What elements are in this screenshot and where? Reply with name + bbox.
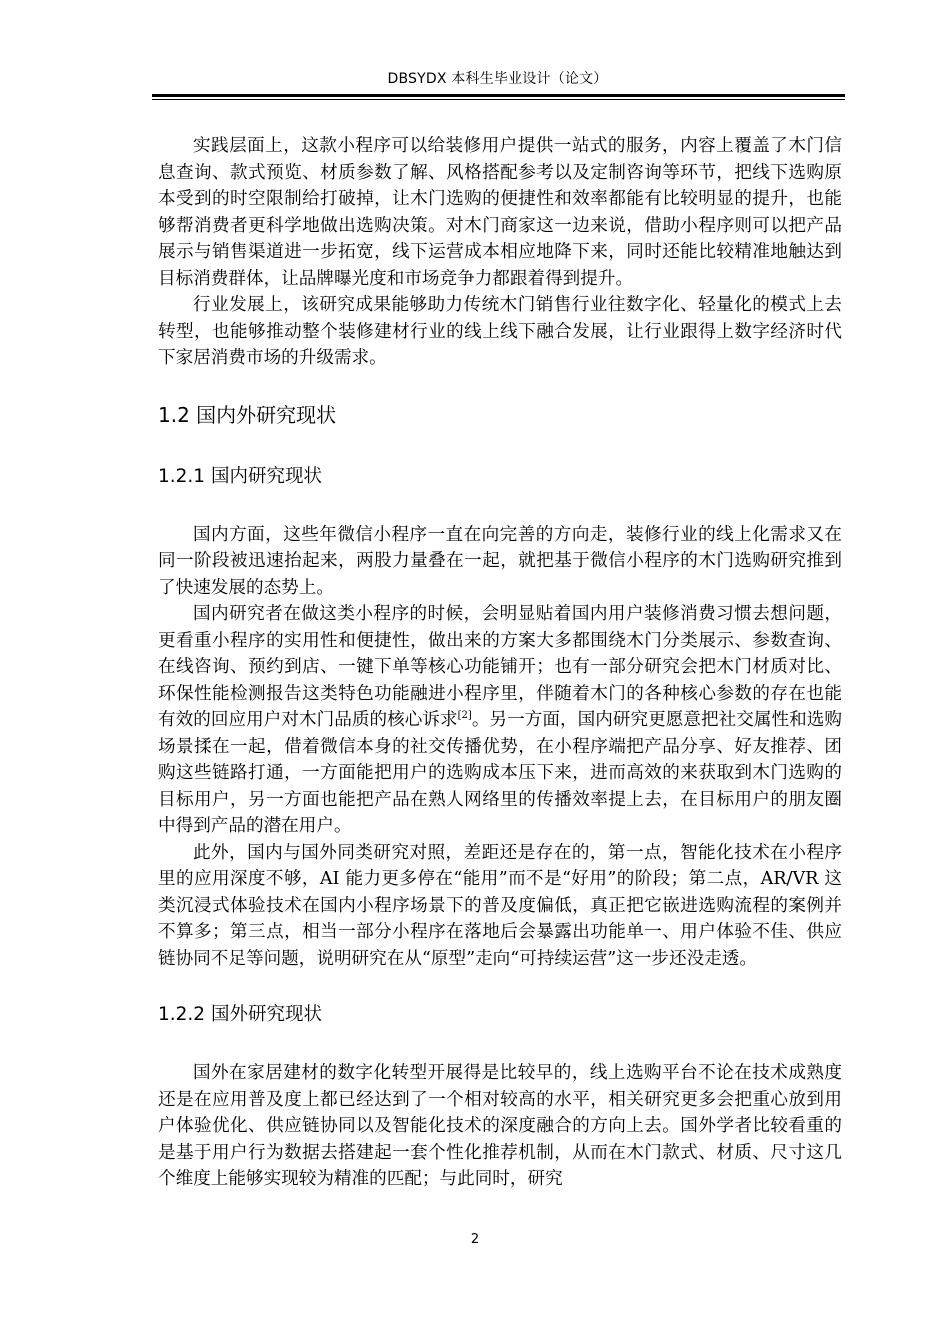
header-rule-thin (152, 99, 845, 100)
section-heading-1-2-2: 1.2.2 国外研究现状 (158, 1004, 322, 1025)
citation-marker: [2] (457, 710, 472, 722)
paragraph-domestic-2-text-a: 国内研究者在做这类小程序的时候，会明显贴着国内用户装修消费习惯去想问题，更看重小程序的实用性和便捷性，做出来的方案大多都围绕木门分类展示、参数查询、在线咨询、预约到店、一键下单等核心功能铺开；也有一部分研究会把木门材质对比、环保性能检测报告这类特色功能融进小程序里，伴随着木门的各种核心参数的存在也能有效的回应用户对木门品质的核心诉求 (158, 604, 842, 730)
page-number: 2 (470, 1232, 480, 1247)
paragraph-foreign-1: 国外在家居建材的数字化转型开展得是比较早的，线上选购平台不论在技术成熟度还是在应用普及度上都已经达到了一个相对较高的水平，相关研究更多会把重心放到用户体验优化、供应链协同以及智能化技术的深度融合的方向上去。国外学者比较看重的是基于用户行为数据去搭建起一套个性化推荐机制，从而在木门款式、材质、尺寸这几个维度上能够实现较为精准的匹配；与此同时，研究 (158, 1063, 842, 1189)
section-heading-1-2-1: 1.2.1 国内研究现状 (158, 465, 322, 487)
paragraph-domestic-3: 此外，国内与国外同类研究对照，差距还是存在的，第一点，智能化技术在小程序里的应用深度不够，AI 能力更多停在“能用”而不是“好用”的阶段；第二点，AR/VR 这类沉浸式体验技术在国内小程序场景下的普及度偏低，真正把它嵌进选购流程的案例并不算多；第三点，相当一部分小程序在落地后会暴露出功能单一、用户体验不佳、供应链协同不足等问题，说明研究在从“原型”走向“可持续运营”这一步还没走透。 (158, 842, 842, 969)
paragraph-domestic-1: 国内方面，这些年微信小程序一直在向完善的方向走，装修行业的线上化需求又在同一阶段被迅速抬起来，两股力量叠在一起，就把基于微信小程序的木门选购研究推到了快速发展的态势上。 (158, 524, 842, 598)
paragraph-industry: 行业发展上，该研究成果能够助力传统木门销售行业往数字化、轻量化的模式上去转型，也能够推动整个装修建材行业的线上线下融合发展，让行业跟得上数字经济时代下家居消费市场的升级需求。 (158, 295, 842, 368)
body-content (158, 133, 842, 1193)
header-rule-thick (152, 94, 845, 97)
paragraph-practical: 实践层面上，这款小程序可以给装修用户提供一站式的服务，内容上覆盖了木门信息查询、款式预览、材质参数了解、风格搭配参考以及定制咨询等环节，把线下选购原本受到的时空限制给打破掉，让木门选购的便捷性和效率都能有比较明显的提升，也能够帮消费者更科学地做出选购决策。对木门商家这一边来说，借助小程序则可以把产品展示与销售渠道进一步拓宽，线下运营成本相应地降下来，同时还能比较精准地触达到目标消费群体，让品牌曝光度和市场竞争力都跟着得到提升。 (158, 136, 842, 289)
running-header: DBSYDX 本科生毕业设计（论文） (387, 71, 608, 87)
section-heading-1-2: 1.2 国内外研究现状 (158, 402, 337, 427)
paragraph-domestic-2 (158, 601, 842, 840)
paragraph-domestic-2-text-b: 。另一方面，国内研究更愿意把社交属性和选购场景揉在一起，借着微信本身的社交传播优势，在小程序端把产品分享、好友推荐、团购这些链路打通，一方面能把用户的选购成本压下来，进而高效的来获取到木门选购的目标用户，另一方面也能把产品在熟人网络里的传播效率提上去，在目标用户的朋友圈中得到产品的潜在用户。 (158, 710, 842, 836)
